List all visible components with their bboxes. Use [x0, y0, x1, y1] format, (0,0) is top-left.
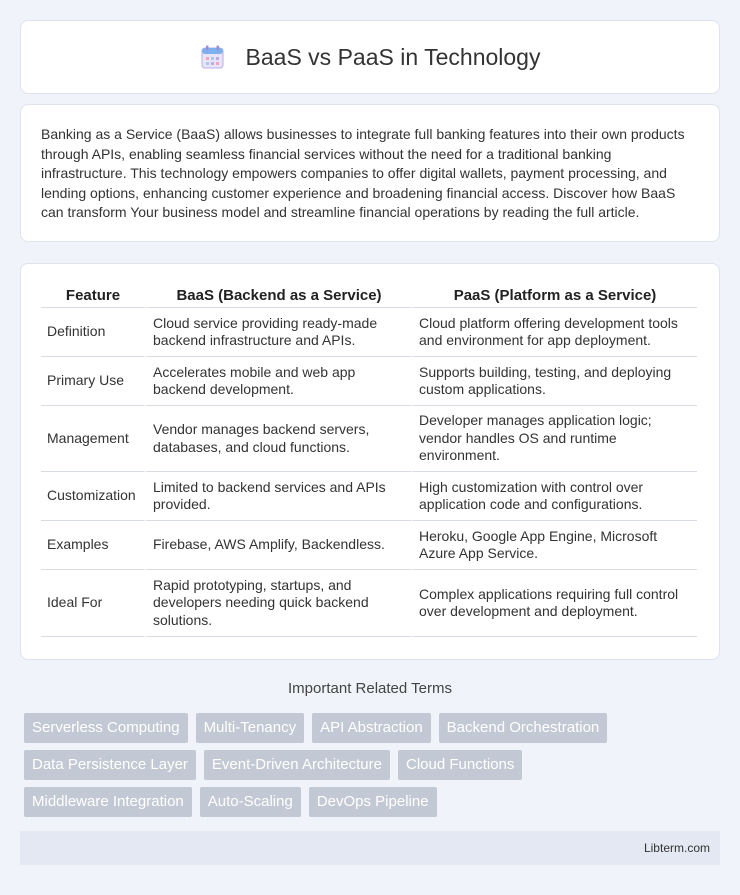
row-paas: Cloud platform offering development tools and environment for app deployment. [411, 308, 697, 357]
page-title: BaaS vs PaaS in Technology [245, 43, 541, 70]
tag[interactable]: Data Persistence Layer [24, 750, 196, 780]
tag[interactable]: Auto-Scaling [200, 787, 301, 817]
row-paas: Complex applications requiring full control over development and deployment. [411, 570, 697, 637]
row-paas: Developer manages application logic; vendor handles OS and runtime environment. [411, 406, 697, 472]
row-baas: Accelerates mobile and web app backend development. [145, 357, 411, 406]
row-paas: High customization with control over application code and configurations. [411, 472, 697, 521]
header-paas: PaaS (Platform as a Service) [411, 282, 697, 308]
tag-row [24, 713, 724, 743]
row-baas: Limited to backend services and APIs provided. [145, 472, 411, 521]
tag-row [24, 750, 724, 780]
row-paas: Supports building, testing, and deploying custom applications. [411, 357, 697, 406]
tag[interactable]: Serverless Computing [24, 713, 188, 743]
footer [20, 831, 720, 865]
table-header-row [41, 282, 697, 308]
intro-card [20, 104, 720, 242]
related-terms-heading: Important Related Terms [288, 680, 452, 697]
related-terms [24, 713, 724, 824]
row-feature: Definition [41, 308, 145, 357]
title-card [20, 20, 720, 94]
row-feature: Primary Use [41, 357, 145, 406]
row-baas: Vendor manages backend servers, databases, and cloud functions. [145, 406, 411, 472]
row-feature: Ideal For [41, 570, 145, 637]
title-wrap [200, 44, 541, 71]
tag[interactable]: Cloud Functions [398, 750, 522, 780]
table-row [41, 357, 697, 406]
row-baas: Firebase, AWS Amplify, Backendless. [145, 521, 411, 570]
table-row [41, 521, 697, 570]
row-feature: Examples [41, 521, 145, 570]
table-row [41, 406, 697, 472]
row-baas: Cloud service providing ready-made backend infrastructure and APIs. [145, 308, 411, 357]
row-paas: Heroku, Google App Engine, Microsoft Azure App Service. [411, 521, 697, 570]
comparison-card [20, 263, 720, 660]
tag[interactable]: Backend Orchestration [439, 713, 608, 743]
row-feature: Management [41, 406, 145, 472]
tag[interactable]: Middleware Integration [24, 787, 192, 817]
tag[interactable]: Multi-Tenancy [196, 713, 305, 743]
comparison-table [41, 282, 697, 637]
intro-paragraph: Banking as a Service (BaaS) allows businesses to integrate full banking features into their own products through APIs, enabling seamless financial services without the need for a traditional banking infrastructure. This technology empowers companies to offer digital wallets, payment processing, and lending options, enhancing customer experience and broadening financial access. Discover how BaaS can transform Your business model and streamline financial operations by reading the full article. [41, 126, 685, 221]
row-feature: Customization [41, 472, 145, 521]
header-feature: Feature [41, 282, 145, 308]
tag-row [24, 787, 724, 817]
tag[interactable]: API Abstraction [312, 713, 431, 743]
header-baas: BaaS (Backend as a Service) [145, 282, 411, 308]
calendar-icon [200, 44, 226, 70]
tag[interactable]: DevOps Pipeline [309, 787, 437, 817]
table-row [41, 570, 697, 637]
footer-site-link[interactable]: Libterm.com [643, 841, 710, 855]
tag[interactable]: Event-Driven Architecture [204, 750, 390, 780]
table-row [41, 308, 697, 357]
row-baas: Rapid prototyping, startups, and developers needing quick backend solutions. [145, 570, 411, 637]
table-row [41, 472, 697, 521]
